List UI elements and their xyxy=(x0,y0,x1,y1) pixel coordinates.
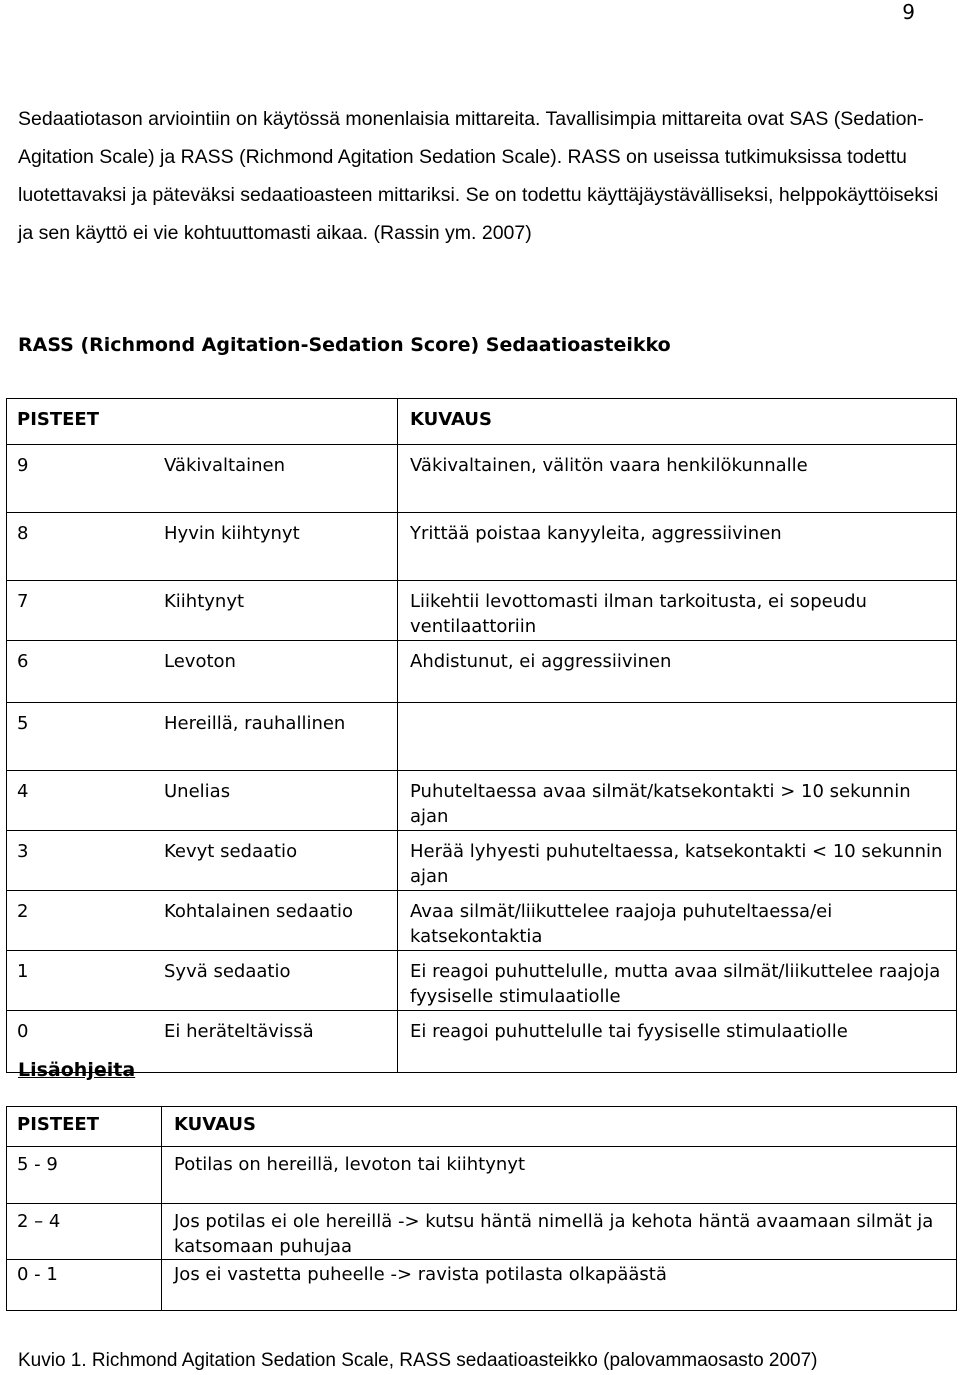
level-cell: Hyvin kiihtynyt xyxy=(154,513,398,581)
description-cell: Puhuteltaessa avaa silmät/katsekontakti > 10 sekunnin ajan xyxy=(398,771,957,831)
figure-caption: Kuvio 1. Richmond Agitation Sedation Scale, RASS sedaatioasteikko (palovammaosasto 2007) xyxy=(18,1350,818,1371)
table-header-row xyxy=(7,1107,957,1147)
description-cell: Herää lyhyesti puhuteltaessa, katsekontakti < 10 sekunnin ajan xyxy=(398,831,957,891)
page-number: 9 xyxy=(902,0,915,24)
description-cell: Liikehtii levottomasti ilman tarkoitusta, ei sopeudu ventilaattoriin xyxy=(398,581,957,641)
table-row xyxy=(7,831,957,891)
score-cell: 0 xyxy=(7,1011,155,1073)
table-row xyxy=(7,703,957,771)
extra-table-title: Lisäohjeita xyxy=(18,1059,136,1081)
level-cell: Syvä sedaatio xyxy=(154,951,398,1011)
extra-table xyxy=(6,1106,957,1311)
description-cell: Potilas on hereillä, levoton tai kiihtynyt xyxy=(162,1147,957,1204)
description-cell: Ahdistunut, ei aggressiivinen xyxy=(398,641,957,703)
level-cell: Hereillä, rauhallinen xyxy=(154,703,398,771)
description-cell xyxy=(398,703,957,771)
table-row xyxy=(7,641,957,703)
header-score: PISTEET xyxy=(7,399,155,445)
table-row xyxy=(7,1011,957,1073)
score-cell: 0 - 1 xyxy=(7,1260,162,1311)
score-cell: 2 xyxy=(7,891,155,951)
rass-table xyxy=(6,398,957,1073)
description-cell: Yrittää poistaa kanyyleita, aggressiivinen xyxy=(398,513,957,581)
level-cell: Kiihtynyt xyxy=(154,581,398,641)
score-cell: 6 xyxy=(7,641,155,703)
score-cell: 4 xyxy=(7,771,155,831)
level-cell: Kohtalainen sedaatio xyxy=(154,891,398,951)
table-row xyxy=(7,891,957,951)
description-cell: Jos ei vastetta puheelle -> ravista potilasta olkapäästä xyxy=(162,1260,957,1311)
table-row xyxy=(7,1147,957,1204)
table-row xyxy=(7,445,957,513)
table-row xyxy=(7,771,957,831)
score-cell: 9 xyxy=(7,445,155,513)
level-cell: Väkivaltainen xyxy=(154,445,398,513)
level-cell: Kevyt sedaatio xyxy=(154,831,398,891)
rass-table-title: RASS (Richmond Agitation-Sedation Score) Sedaatioasteikko xyxy=(18,334,671,356)
table-row xyxy=(7,513,957,581)
score-cell: 5 xyxy=(7,703,155,771)
description-cell: Avaa silmät/liikuttelee raajoja puhuteltaessa/ei katsekontaktia xyxy=(398,891,957,951)
score-cell: 8 xyxy=(7,513,155,581)
table-row xyxy=(7,1260,957,1311)
level-cell: Ei heräteltävissä xyxy=(154,1011,398,1073)
table-row xyxy=(7,581,957,641)
score-cell: 3 xyxy=(7,831,155,891)
description-cell: Ei reagoi puhuttelulle, mutta avaa silmät/liikuttelee raajoja fyysiselle stimulaatiolle xyxy=(398,951,957,1011)
score-cell: 7 xyxy=(7,581,155,641)
table-row xyxy=(7,1204,957,1260)
score-cell: 2 – 4 xyxy=(7,1204,162,1260)
level-cell: Levoton xyxy=(154,641,398,703)
table-header-row xyxy=(7,399,957,445)
header-score: PISTEET xyxy=(7,1107,162,1147)
level-cell: Unelias xyxy=(154,771,398,831)
header-description: KUVAUS xyxy=(162,1107,957,1147)
table-row xyxy=(7,951,957,1011)
header-level xyxy=(154,399,398,445)
description-cell: Väkivaltainen, välitön vaara henkilökunnalle xyxy=(398,445,957,513)
header-description: KUVAUS xyxy=(398,399,957,445)
description-cell: Jos potilas ei ole hereillä -> kutsu häntä nimellä ja kehota häntä avaamaan silmät ja katsomaan puhujaa xyxy=(162,1204,957,1260)
intro-paragraph: Sedaatiotason arviointiin on käytössä monenlaisia mittareita. Tavallisimpia mittareita ovat SAS (Sedation-Agitation Scale) ja RASS (Richmond Agitation Sedation Scale). RASS on useissa tutkimuksissa todettu luotettavaksi ja päteväksi sedaatioasteen mittariksi. Se on todettu käyttäjäystävälliseksi, helppokäyttöiseksi ja sen käyttö ei vie kohtuuttomasti aikaa. (Rassin ym. 2007) xyxy=(18,108,939,244)
description-cell: Ei reagoi puhuttelulle tai fyysiselle stimulaatiolle xyxy=(398,1011,957,1073)
score-cell: 5 - 9 xyxy=(7,1147,162,1204)
score-cell: 1 xyxy=(7,951,155,1011)
